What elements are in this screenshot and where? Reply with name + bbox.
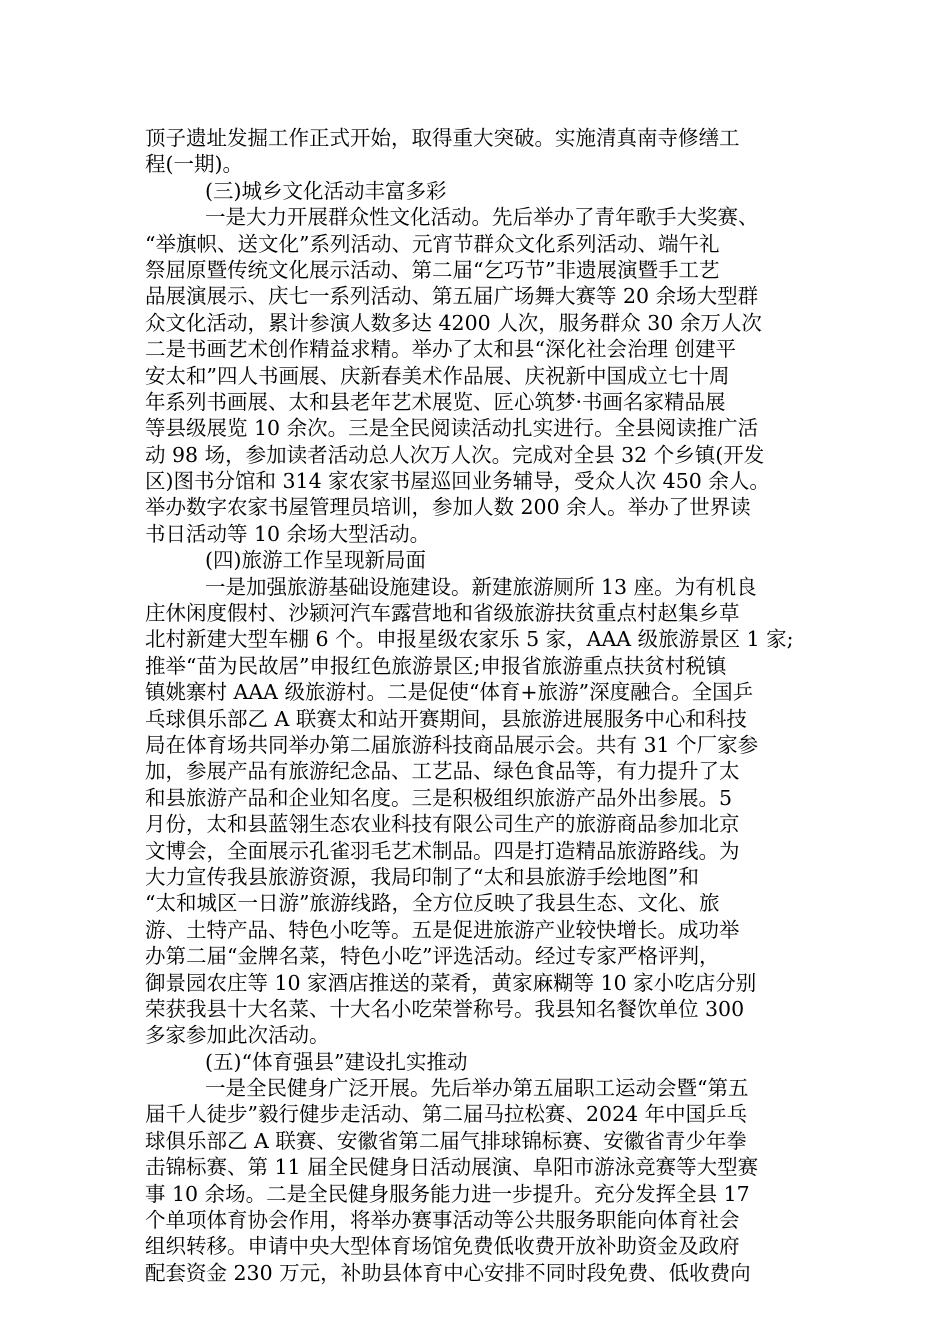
text-line: 大力宣传我县旅游资源，我局印制了“太和县旅游手绘地图”和 [145,864,699,889]
text-line: 局在体育场共同举办第二届旅游科技商品展示会。共有 31 个厂家参 [145,732,759,757]
text-line: 组织转移。申请中央大型体育场馆免费低收费开放补助资金及政府 [145,1234,740,1259]
text-line: 镇姚寨村 AAA 级旅游村。二是促使“体育+旅游”深度融合。全国乒 [145,680,754,705]
text-line: (三)城乡文化活动丰富多彩 [205,178,447,203]
text-line: 荣获我县十大名菜、十大名小吃荣誉称号。我县知名餐饮单位 300 [145,996,745,1021]
text-line: 品展演展示、庆七一系列活动、第五届广场舞大赛等 20 余场大型群 [145,284,759,309]
text-line: 一是全民健身广泛开展。先后举办第五届职工运动会暨“第五 [205,1076,749,1101]
text-line: 程(一期)。 [145,152,243,177]
text-line: 安太和”四人书画展、庆新春美术作品展、庆祝新中国成立七十周 [145,363,730,388]
text-line: 和县旅游产品和企业知名度。三是积极组织旅游产品外出参展。5 [145,785,733,810]
text-line: “举旗帜、送文化”系列活动、元宵节群众文化系列活动、端午礼 [145,231,720,256]
text-line: 等县级展览 10 余次。三是全民阅读活动扎实进行。全县阅读推广活 [145,416,759,441]
text-line: 办第二届“金牌名菜，特色小吃”评选活动。经过专家严格评判， [145,944,720,969]
text-line: 庄休闲度假村、沙颍河汽车露营地和省级旅游扶贫重点村赵集乡草 [145,601,740,626]
text-line: 北村新建大型车棚 6 个。申报星级农家乐 5 家，AAA 级旅游景区 1 家; [145,627,794,652]
document-page [145,125,815,1286]
text-line: 月份，太和县蓝翎生态农业科技有限公司生产的旅游商品参加北京 [145,812,740,837]
text-line: (五)“体育强县”建设扎实推动 [205,1049,468,1074]
text-line: 配套资金 230 万元，补助县体育中心安排不同时段免费、低收费向 [145,1260,751,1285]
text-line: 动 98 场，参加读者活动总人次万人次。完成对全县 32 个乡镇(开发 [145,442,765,467]
text-line: 加，参展产品有旅游纪念品、工艺品、绿色食品等，有力提升了太 [145,759,740,784]
text-line: 一是大力开展群众性文化活动。先后举办了青年歌手大奖赛、 [205,205,759,230]
text-line: 届千人徒步”毅行健步走活动、第二届马拉松赛、2024 年中国乒乓 [145,1102,748,1127]
text-line: 推举“苗为民故居”申报红色旅游景区;申报省旅游重点扶贫村税镇 [145,653,727,678]
text-line: 二是书画艺术创作精益求精。举办了太和县“深化社会治理 创建平 [145,337,736,362]
text-line: (四)旅游工作呈现新局面 [205,548,426,573]
text-line: 多家参加此次活动。 [145,1023,330,1048]
text-line: 游、土特产品、特色小吃等。五是促进旅游产业较快增长。成功举 [145,917,740,942]
text-line: 年系列书画展、太和县老年艺术展览、匠心筑梦·书画名家精品展 [145,389,726,414]
text-line: 个单项体育协会作用，将举办赛事活动等公共服务职能向体育社会 [145,1208,740,1233]
text-line: 众文化活动，累计参演人数多达 4200 人次，服务群众 30 余万人次 [145,310,762,335]
text-line: 乓球俱乐部乙 A 联赛太和站开赛期间，县旅游进展服务中心和科技 [145,706,747,731]
text-line: 举办数字农家书屋管理员培训，参加人数 200 余人。举办了世界读 [145,495,751,520]
text-line: “太和城区一日游”旅游线路，全方位反映了我县生态、文化、旅 [145,891,720,916]
text-line: 顶子遗址发掘工作正式开始，取得重大突破。实施清真南寺修缮工 [145,126,740,150]
text-line: 祭屈原暨传统文化展示活动、第二届“乞巧节”非遗展演暨手工艺 [145,257,720,282]
text-line: 击锦标赛、第 11 届全民健身日活动展演、阜阳市游泳竞赛等大型赛 [145,1155,759,1180]
text-line: 御景园农庄等 10 家酒店推送的菜肴，黄家麻糊等 10 家小吃店分别 [145,970,757,995]
text-line: 文博会，全面展示孔雀羽毛艺术制品。四是打造精品旅游路线。为 [145,838,740,863]
text-line: 书日活动等 10 余场大型活动。 [145,521,431,546]
text-line: 一是加强旅游基础设施建设。新建旅游厕所 13 座。为有机良 [205,574,757,599]
text-line: 球俱乐部乙 A 联赛、安徽省第二届气排球锦标赛、安徽省青少年拳 [145,1128,747,1153]
text-line: 事 10 余场。二是全民健身服务能力进一步提升。充分发挥全县 17 [145,1181,750,1206]
text-line: 区)图书分馆和 314 家农家书屋巡回业务辅导，受众人次 450 余人。 [145,469,770,494]
